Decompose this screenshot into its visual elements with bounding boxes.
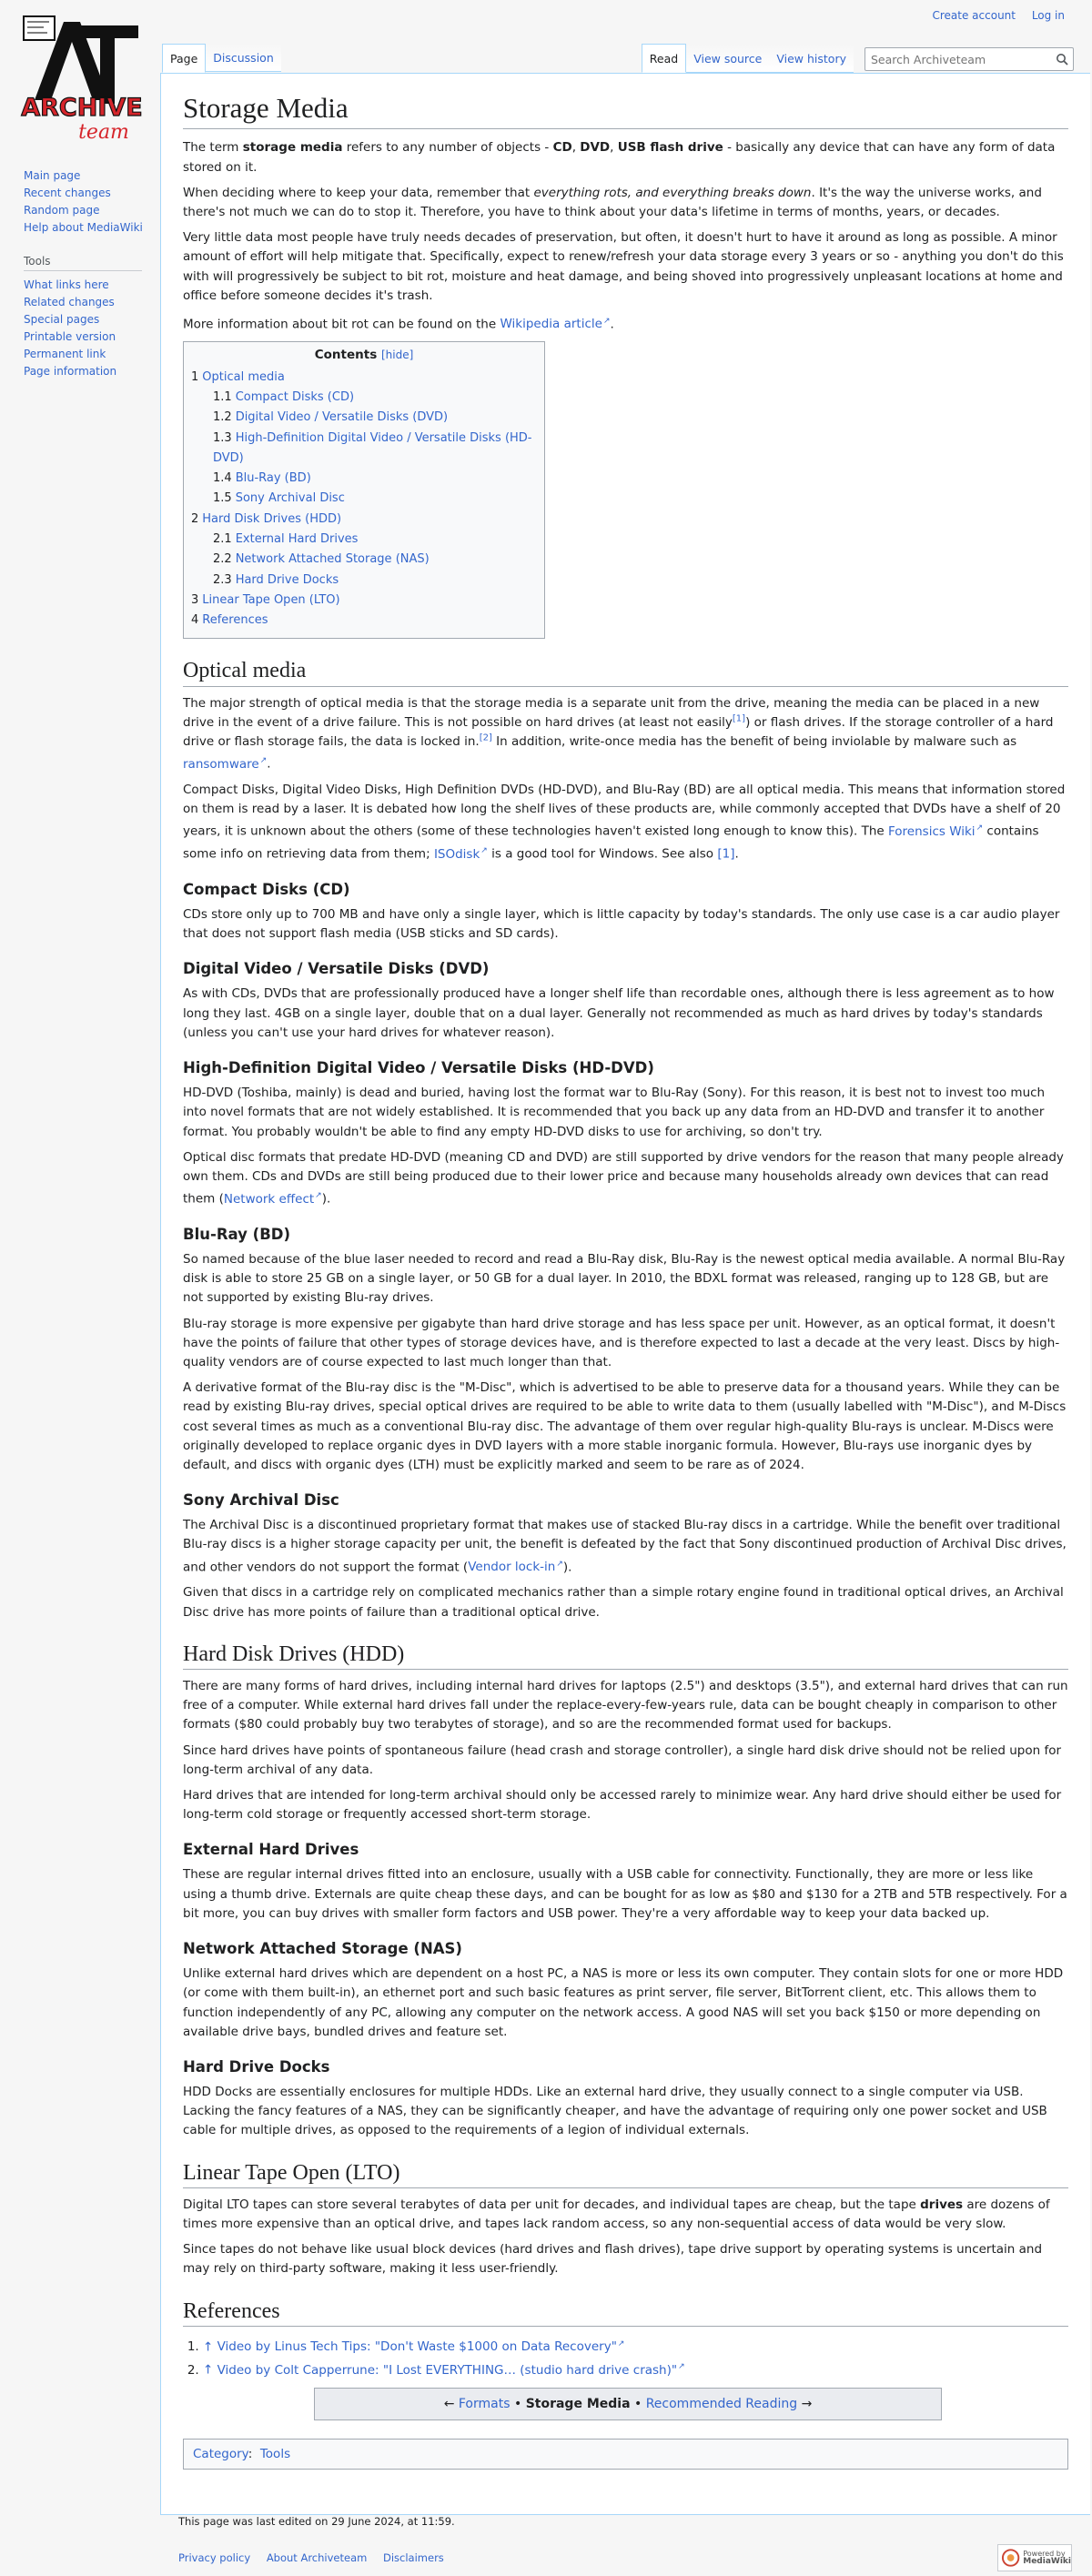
ref-link[interactable]: [1] — [732, 713, 746, 724]
log-in-link[interactable]: Log in — [1031, 9, 1065, 22]
vendor-lock-in-link[interactable]: Vendor lock-in ↗ — [468, 1560, 563, 1574]
heading-dvd: Digital Video / Versatile Disks (DVD) — [183, 960, 490, 978]
main-content — [160, 73, 1090, 2515]
ref-backlink[interactable]: ↑ — [203, 2362, 214, 2378]
search-box — [864, 47, 1074, 71]
heading-sony-archival-disc: Sony Archival Disc — [183, 1491, 339, 1510]
mediawiki-icon — [1001, 2548, 1020, 2568]
heading-blu-ray: Blu-Ray (BD) — [183, 1225, 291, 1243]
reference-item — [203, 2334, 1068, 2358]
ref-link[interactable]: [2] — [479, 732, 492, 743]
sidebar-item-help[interactable]: Help about MediaWiki — [24, 221, 143, 234]
tab-read[interactable]: Read — [642, 44, 686, 73]
tab-discussion[interactable]: Discussion — [206, 44, 280, 72]
sidebar-navigation — [24, 167, 160, 237]
reference-link[interactable]: Video by Colt Capperrune: "I Lost EVERYTHING… (studio hard drive crash)" ↗ — [217, 2363, 685, 2378]
nav-current: Storage Media — [525, 2396, 631, 2411]
nas-paragraph: Unlike external hard drives which are dependent on a host PC, a NAS is more or less its own computer. They contain slots for one or more HDD (or come with them built-in), an ethernet port and such basic features as print server, file server, BitTorrent client, etc. This allows them to function independently of any PC, allowing any computer on the network access. A good NAS will set you back $150 or more depending on available drive bays, bundled drives and feature set. — [183, 1966, 1064, 2039]
about-link[interactable]: About Archiveteam — [266, 2551, 368, 2564]
heading-optical-media: Optical media — [183, 657, 1068, 686]
create-account-link[interactable]: Create account — [932, 9, 1016, 22]
prev-arrow: ← — [443, 2396, 455, 2411]
hdd-paragraph-2: Since hard drives have points of spontaneous failure (head crash and storage controller), a single hard disk drive should not be relied upon for long-term archival of any data. — [183, 1743, 1062, 1777]
toc-item[interactable]: 3 Linear Tape Open (LTO) — [191, 592, 340, 607]
intro-paragraph-1: The term storage media refers to any number of objects - CD, DVD, USB flash drive - basically any device that can have any form of data stored on it. — [183, 140, 1056, 175]
forensics-wiki-link[interactable]: Forensics Wiki ↗ — [888, 824, 983, 839]
logo-wordmark: ARCHIVE — [21, 94, 143, 122]
sidebar-tools — [24, 255, 160, 380]
footer-links — [178, 2551, 1070, 2564]
sidebar-item-random-page[interactable]: Random page — [24, 204, 100, 217]
namespace-tabs — [162, 44, 281, 73]
references-list — [203, 2334, 1068, 2380]
heading-hd-dvd: High-Definition Digital Video / Versatile Disks (HD-DVD) — [183, 1059, 654, 1076]
heading-cd: Compact Disks (CD) — [183, 880, 350, 898]
heading-references: References — [183, 2298, 1068, 2327]
sidebar-item-main-page[interactable]: Main page — [24, 169, 81, 182]
blu-ray-paragraph-2: Blu-ray storage is more expensive per gigabyte than hard drive storage and has less space per unit. However, as an optical format, it doesn't have the points of failure that other types of storage devices have, and is therefore expected to last a decade at the very least. Discs by high-quality vendors are of course expected to last much longer than that. — [183, 1316, 1060, 1369]
hdd-paragraph-1: There are many forms of hard drives, including internal hard drives for laptops (2.5") and desktops (3.5"), and external hard drives that can run free of a computer. While external hard drives fall under the replace-every-few-years rule, data can be bought cheaply in comparison to other formats ($80 could probably buy two terabytes of storage), and so are the recommended format used for backups. — [183, 1678, 1068, 1732]
toc-item[interactable]: 2.2 Network Attached Storage (NAS) — [213, 552, 430, 567]
sony-paragraph-2: Given that discs in a cartridge rely on complicated mechanics rather than a simple rotary engine found in traditional optical drives, an Archival Disc drive has more points of failure than a traditional optical drive. — [183, 1585, 1064, 1620]
see-also-link[interactable]: [1] — [717, 846, 735, 862]
external-paragraph: These are regular internal drives fitted into an enclosure, usually with a USB cable for connectivity. Functionally, they are more or less like using a thumb drive. Externals are quite cheap these days, and can be bought for as low as $80 and $130 for a 2TB and 5TB respectively. For a bit more, you can buy drives with smaller form factors and USB power. They're a very affordable way to keep your data backed up. — [183, 1867, 1067, 1921]
tab-page[interactable]: Page — [162, 44, 206, 73]
toc-item[interactable]: 1.2 Digital Video / Versatile Disks (DVD) — [213, 410, 449, 425]
sidebar-item-special-pages[interactable]: Special pages — [24, 313, 100, 326]
heading-nas: Network Attached Storage (NAS) — [183, 1940, 462, 1958]
toc-title: Contents [hide] — [314, 347, 414, 362]
tab-view-history[interactable]: View history — [769, 45, 854, 73]
page-title: Storage Media — [183, 90, 1068, 129]
toc-item[interactable]: 1.1 Compact Disks (CD) — [213, 389, 355, 404]
wikipedia-link[interactable]: Wikipedia article ↗ — [500, 317, 610, 331]
archiveteam-logo[interactable] — [16, 11, 147, 146]
toc-item[interactable]: 2.3 Hard Drive Docks — [213, 572, 339, 587]
sidebar-tools-heading: Tools — [24, 255, 142, 271]
search-icon[interactable] — [1051, 48, 1073, 70]
dvd-paragraph: As with CDs, DVDs that are professionally produced have a longer shelf life than recordable ones, although there is less agreement as to how long they last. 4GB on a single layer, double that on a dual layer. Generally not recommended as much as hard drives by today's standards (unless you can't use your hard drives for whatever reason). — [183, 986, 1055, 1040]
disclaimers-link[interactable]: Disclaimers — [383, 2551, 444, 2564]
blu-ray-paragraph-1: So named because of the blue laser needed to record and read a Blu-Ray disk, Blu-Ray is the newest optical media available. A normal Blu-Ray disk is able to store 25 GB on a single layer, or 50 GB for a dual layer. In 2010, the BDXL format was released, ranging up to 128 GB, but are not supported by existing Blu-ray drives. — [183, 1251, 1066, 1306]
toc-hide-toggle[interactable]: [hide] — [380, 348, 414, 361]
toc-item[interactable]: 1.5 Sony Archival Disc — [213, 491, 345, 506]
category-label[interactable]: Category — [193, 2446, 248, 2461]
sony-paragraph-1: The Archival Disc is a discontinued proprietary format that makes use of stacked Blu-ray discs in a cartridge. While the benefit over traditional Blu-ray discs is a higher storage capacity per unit, the benefit is defeated by the fact that Sony discontinued production of Archival Disc drives, and other vendors do not support the format (Vendor lock-in ↗ ). — [183, 1516, 1068, 1577]
heading-hard-disk-drives: Hard Disk Drives (HDD) — [183, 1641, 1068, 1670]
privacy-policy-link[interactable]: Privacy policy — [178, 2551, 251, 2564]
search-input[interactable] — [865, 52, 1051, 67]
reference-item — [203, 2357, 1068, 2380]
sidebar-item-recent-changes[interactable]: Recent changes — [24, 187, 111, 199]
sidebar-item-related-changes[interactable]: Related changes — [24, 296, 115, 308]
intro-paragraph-4: More information about bit rot can be found on the Wikipedia article ↗ . — [183, 312, 1068, 335]
sidebar-item-permanent-link[interactable]: Permanent link — [24, 348, 106, 360]
sidebar-item-page-information[interactable]: Page information — [24, 365, 117, 378]
toc-item[interactable]: 1.4 Blu-Ray (BD) — [213, 471, 311, 486]
ref-backlink[interactable]: ↑ — [203, 2339, 214, 2355]
nav-next-link[interactable]: Recommended Reading — [645, 2396, 798, 2411]
optical-paragraph-2: Compact Disks, Digital Video Disks, High Definition DVDs (HD-DVD), and Blu-Ray (BD) are all optical media. This means that information stored on them is read by a laser. It is debated how long the shelf lives of these products are, while commonly accepted that DVDs have a shelf of 20 years, it is unknown about the others (some of these technologies haven't existed long enough to know this). The Forensics Wiki ↗ contains some info on retrieving data from them; ISOdisk ↗ is a good tool for Windows. See also [1]. — [183, 781, 1068, 864]
hd-dvd-paragraph-1: HD-DVD (Toshiba, mainly) is dead and buried, having lost the format war to Blu-Ray (Sony). For this reason, it is best not to invest too much into novel formats that are not widely established. It is recommended that you back up any data from an HD-DVD and transfer it to another format. You probably wouldn't be able to find any empty HD-DVD disks to use for archiving, so don't try. — [183, 1086, 1046, 1139]
hd-dvd-paragraph-2: Optical disc formats that predate HD-DVD (meaning CD and DVD) are still supported by drive vendors for the reason that many people already own them. CDs and DVDs are still being produced due to their lower price and because many households already own devices that can read them (Network effect ↗ ). — [183, 1148, 1068, 1209]
hdd-paragraph-3: Hard drives that are intended for long-term archival should only be accessed rarely to minimize wear. Any hard drive should either be used for long-term cold storage or frequently accessed short-term storage. — [183, 1787, 1062, 1823]
toc-item[interactable]: 4 References — [191, 613, 268, 628]
blu-ray-paragraph-3: A derivative format of the Blu-ray disc is the "M-Disc", which is advertised to be able to preserve data for a thousand years. While they can be read by existing Blu-ray drives, special optical drives are required to be able to write data to them (usually labelled with "M-Disc"), and M-Discs cost several times as much as a conventional Blu-ray disc. The advantage of them over regular high-quality Blu-rays is unclear. M-Discs were originally developed to replace organic dyes in DVD layers with a more stable inorganic formula. However, Blu-rays use inorganic dyes by default, and discs with organic dyes (LTH) must be explicitly marked and seem to be rare as of 2024. — [183, 1380, 1067, 1472]
optical-paragraph-1: The major strength of optical media is that the storage media is a separate unit from the drive, meaning the media can be placed in a new drive in the event of a drive failure. This is not possible on hard drives (at least not easily[1]) or flash drives. If the storage controller of a hard drive or flash storage fails, the data is locked in.[2] In addition, write-once media has the benefit of being inviolable by malware such as ransomware ↗ . — [183, 694, 1068, 774]
sidebar — [24, 167, 160, 399]
docks-paragraph: HDD Docks are essentially enclosures for multiple HDDs. Like an external hard drive, they usually connect to a single computer via USB. Lacking the fancy features of a NAS, they can be significantly cheaper, and have the advantage of requiring only one power socket and USB cable for multiple drives, as opposed to the requirements of a legion of individual externals. — [183, 2085, 1047, 2138]
tab-view-source[interactable]: View source — [686, 45, 769, 73]
heading-hard-drive-docks: Hard Drive Docks — [183, 2057, 330, 2076]
next-arrow: → — [801, 2396, 813, 2411]
toc-item[interactable]: 2.1 External Hard Drives — [213, 532, 359, 546]
category-tools-link[interactable]: Tools — [259, 2446, 291, 2461]
ransomware-link[interactable]: ransomware ↗ — [183, 757, 267, 772]
heading-lto: Linear Tape Open (LTO) — [183, 2159, 1068, 2188]
toc-item[interactable]: 1.3 High-Definition Digital Video / Versatile Disks (HD-DVD) — [213, 430, 532, 465]
heading-external-hard-drives: External Hard Drives — [183, 1841, 359, 1859]
intro-paragraph-2: When deciding where to keep your data, remember that everything rots, and everything breaks down. It's the way the universe works, and there's not much we can do to stop it. Therefore, you have to think about your data's lifetime in terms of months, years, or decades. — [183, 185, 1042, 219]
category-links: Category: Tools — [183, 2439, 1068, 2470]
sidebar-item-what-links-here[interactable]: What links here — [24, 278, 109, 291]
personal-tools — [919, 9, 1065, 22]
nav-prev-link[interactable]: Formats — [458, 2396, 511, 2411]
view-tabs — [642, 44, 1074, 73]
sidebar-item-printable-version[interactable]: Printable version — [24, 330, 116, 343]
footer — [178, 2515, 1070, 2564]
lto-paragraph-2: Since tapes do not behave like usual block devices (hard drives and flash drives), tape drive support by operating systems is uncertain and may rely on third-party software, making it less user-friendly. — [183, 2242, 1043, 2277]
reference-link[interactable]: Video by Linus Tech Tips: "Don't Waste $1000 on Data Recovery" ↗ — [217, 2339, 625, 2354]
toc-item[interactable]: 1 Optical media — [191, 369, 285, 384]
isodisk-link[interactable]: ISOdisk ↗ — [434, 847, 488, 862]
table-of-contents — [183, 341, 545, 640]
logo-team: team — [78, 121, 129, 144]
lto-paragraph-1: Digital LTO tapes can store several terabytes of data per unit for decades, and individual tapes are cheap, but the tape drives are dozens of times more expensive than an optical drive, and tapes lack random access, so any non-sequential access of data would be very slow. — [183, 2197, 1050, 2232]
cd-paragraph: CDs store only up to 700 MB and have only a single layer, which is little capacity by today's standards. The only use case is a car audio player that does not support flash media (USB sticks and SD cards). — [183, 906, 1060, 942]
powered-by-mediawiki[interactable]: Powered by MediaWiki — [997, 2544, 1072, 2571]
navigation-box: ← Formats • Storage Media • Recommended Reading → — [314, 2388, 942, 2420]
last-edited: This page was last edited on 29 June 2024, at 11:59. — [178, 2515, 455, 2528]
network-effect-link[interactable]: Network effect ↗ — [224, 1192, 322, 1207]
intro-paragraph-3: Very little data most people have truly needs decades of preservation, but often, it doesn't hurt to have it around as long as possible. A minor amount of effort will help mitigate that. Specifically, expect to renew/refresh your data storage every 3 years or so - anything you don't do this with will progressively be subject to bit rot, moisture and heat damage, and being shoved into progressively unpleasant locations at home and office before someone decides it's trash. — [183, 230, 1064, 303]
toc-item[interactable]: 2 Hard Disk Drives (HDD) — [191, 511, 342, 526]
